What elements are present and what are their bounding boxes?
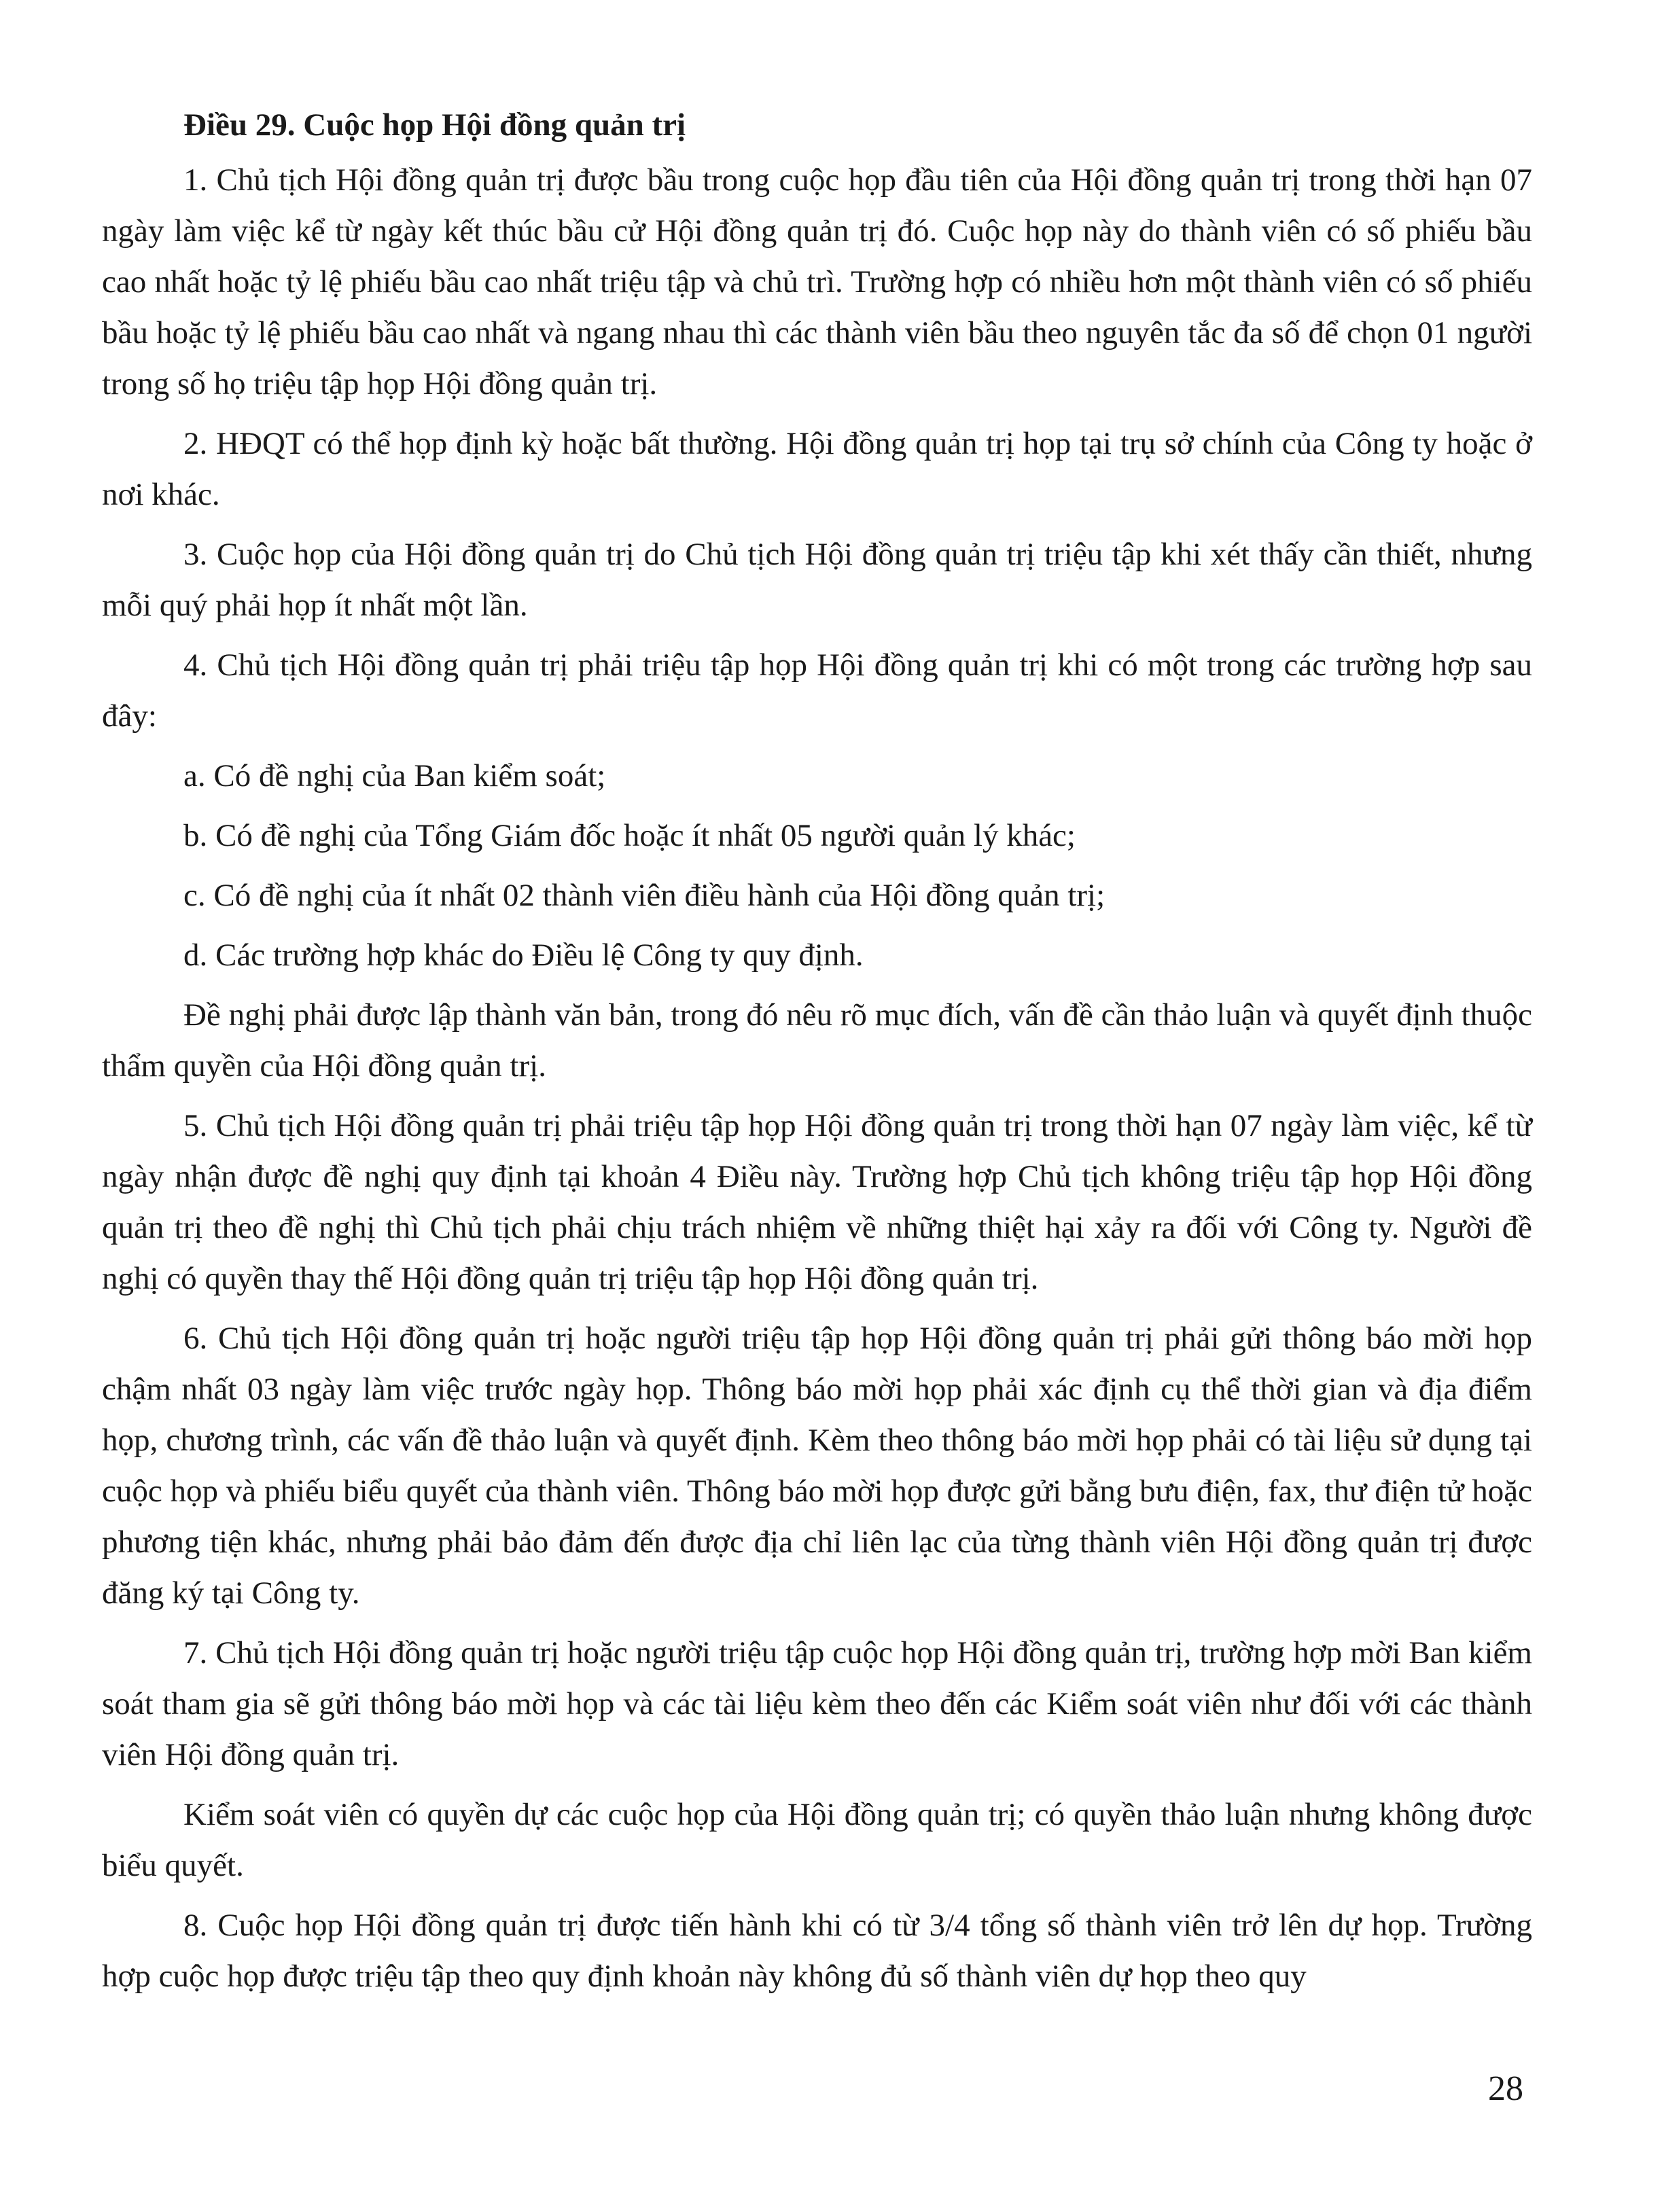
paragraph-6: 6. Chủ tịch Hội đồng quản trị hoặc người triệu tập họp Hội đồng quản trị phải gửi thông báo mời họp chậm nhất 03 ngày làm việc trước ngày họp. Thông báo mời họp phải xác định cụ thể thời gian và địa điểm họp, chương trình, các vấn đề thảo luận và quyết định. Kèm theo thông báo mời họp phải có tài liệu sử dụng tại cuộc họp và phiếu biểu quyết của thành viên. Thông báo mời họp được gửi bằng bưu điện, fax, thư điện tử hoặc phương tiện khác, nhưng phải bảo đảm đến được địa chỉ liên lạc của từng thành viên Hội đồng quản trị được đăng ký tại Công ty. <box>102 1321 1532 1611</box>
paragraph-4c: c. Có đề nghị của ít nhất 02 thành viên điều hành của Hội đồng quản trị; <box>183 878 1105 913</box>
paragraph-3: 3. Cuộc họp của Hội đồng quản trị do Chủ tịch Hội đồng quản trị triệu tập khi xét thấy cần thiết, nhưng mỗi quý phải họp ít nhất một lần. <box>102 537 1532 623</box>
paragraph-4b: b. Có đề nghị của Tổng Giám đốc hoặc ít nhất 05 người quản lý khác; <box>183 818 1076 853</box>
article-heading: Điều 29. Cuộc họp Hội đồng quản trị <box>183 107 686 143</box>
paragraph-7: 7. Chủ tịch Hội đồng quản trị hoặc người triệu tập cuộc họp Hội đồng quản trị, trường hợp mời Ban kiểm soát tham gia sẽ gửi thông báo mời họp và các tài liệu kèm theo đến các Kiểm soát viên như đối với các thành viên Hội đồng quản trị. <box>102 1635 1532 1772</box>
paragraph-2: 2. HĐQT có thể họp định kỳ hoặc bất thường. Hội đồng quản trị họp tại trụ sở chính của Công ty hoặc ở nơi khác. <box>102 426 1532 512</box>
page-number: 28 <box>1488 2069 1523 2108</box>
document-page <box>102 102 1532 2011</box>
paragraph-request-note: Đề nghị phải được lập thành văn bản, trong đó nêu rõ mục đích, vấn đề cần thảo luận và quyết định thuộc thẩm quyền của Hội đồng quản trị. <box>102 997 1532 1084</box>
paragraph-1: 1. Chủ tịch Hội đồng quản trị được bầu trong cuộc họp đầu tiên của Hội đồng quản trị trong thời hạn 07 ngày làm việc kể từ ngày kết thúc bầu cử Hội đồng quản trị đó. Cuộc họp này do thành viên có số phiếu bầu cao nhất hoặc tỷ lệ phiếu bầu cao nhất triệu tập và chủ trì. Trường hợp có nhiều hơn một thành viên có số phiếu bầu hoặc tỷ lệ phiếu bầu cao nhất và ngang nhau thì các thành viên bầu theo nguyên tắc đa số để chọn 01 người trong số họ triệu tập họp Hội đồng quản trị. <box>102 162 1532 402</box>
paragraph-8: 8. Cuộc họp Hội đồng quản trị được tiến hành khi có từ 3/4 tổng số thành viên trở lên dự họp. Trường hợp cuộc họp được triệu tập theo quy định khoản này không đủ số thành viên dự họp theo quy <box>102 1908 1532 1994</box>
paragraph-4: 4. Chủ tịch Hội đồng quản trị phải triệu tập họp Hội đồng quản trị khi có một trong các trường hợp sau đây: <box>102 647 1532 734</box>
paragraph-4a: a. Có đề nghị của Ban kiểm soát; <box>183 758 606 793</box>
paragraph-4d: d. Các trường hợp khác do Điều lệ Công ty quy định. <box>183 938 864 973</box>
paragraph-supervisor-note: Kiểm soát viên có quyền dự các cuộc họp của Hội đồng quản trị; có quyền thảo luận nhưng không được biểu quyết. <box>102 1797 1532 1883</box>
paragraph-5: 5. Chủ tịch Hội đồng quản trị phải triệu tập họp Hội đồng quản trị trong thời hạn 07 ngày làm việc, kể từ ngày nhận được đề nghị quy định tại khoản 4 Điều này. Trường hợp Chủ tịch không triệu tập họp Hội đồng quản trị theo đề nghị thì Chủ tịch phải chịu trách nhiệm về những thiệt hại xảy ra đối với Công ty. Người đề nghị có quyền thay thế Hội đồng quản trị triệu tập họp Hội đồng quản trị. <box>102 1108 1532 1296</box>
